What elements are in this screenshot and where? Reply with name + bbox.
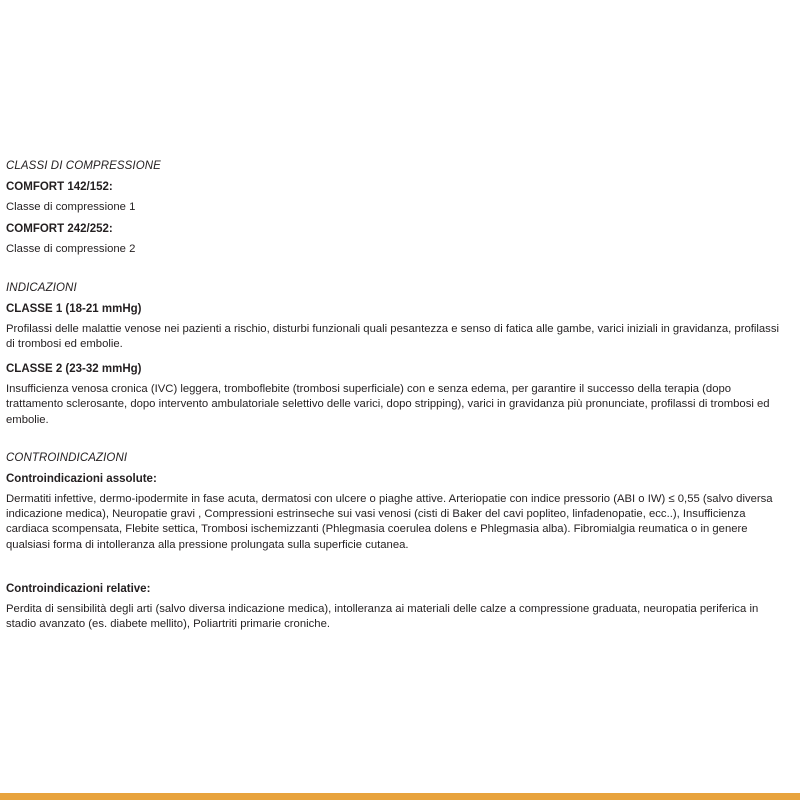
section-spacer [6,436,786,452]
subsection-heading: Controindicazioni relative: [6,582,151,595]
body-text: Perdita di sensibilità degli arti (salvo diversa indicazione medica), intolleranza ai materiali delle calze a compressione graduata, neuropatia periferica in stadio avanzato (es. diabete mellito), Poliartriti primarie croniche. [6,602,759,630]
body-text: Dermatiti infettive, dermo-ipodermite in fase acuta, dermatosi con ulcere o piaghe attive. Arteriopatie con indice pressorio (ABI o IW) ≤ 0,55 (salvo diversa indicazione medica), Neuropatie gravi , Compressioni estrinseche sui vasi venosi (cisti di Baker del cavi popliteo, linfadenopatie, ecc..), Insufficienza cardiaca scompensata, Flebite settica, Trombosi ischemizzanti (Phlegmasia coerulea dolens e Phlegmasia alba). Fibromialgia reumatica o in genere qualsiasi forma di intolleranza alla pressione prolungata sulla superficie cutanea. [6,492,773,551]
section-indicazioni [6,282,786,428]
document-content [6,160,786,640]
subsection-heading: CLASSE 2 (23-32 mmHg) [6,363,142,375]
section-classi-di-compressione [6,160,786,258]
paragraph-spacer [6,561,786,583]
subsection-heading: Controindicazioni assolute: [6,472,157,485]
body-text: Classe di compressione 1 [6,201,136,213]
body-text: Classe di compressione 2 [6,243,136,256]
section-controindicazioni [6,452,786,633]
body-text: Profilassi delle malattie venose nei pazienti a rischio, disturbi funzionali quali pesantezza e senso di fatica alle gambe, varici iniziali in gravidanza, profilassi di trombosi ed embolie. [6,322,779,350]
body-text: Insufficienza venosa cronica (IVC) leggera, tromboflebite (trombosi superficiale) con e senza edema, per garantire il successo della terapia (dopo trattamento sclerosante, dopo intervento ambulatoriale selettivo delle varici, dopo stripping), varici in gravidanza più pronunciate, profilassi di trombosi ed embolie. [6,383,770,426]
section-heading: INDICAZIONI [6,281,77,294]
section-spacer [6,266,786,282]
section-heading: CLASSI DI COMPRESSIONE [6,160,161,172]
accent-bottom-rule [0,793,800,800]
subsection-heading: COMFORT 142/152: [6,181,113,193]
subsection-heading: CLASSE 1 (18-21 mmHg) [6,302,142,315]
section-heading: CONTROINDICAZIONI [6,451,128,464]
subsection-heading: COMFORT 242/252: [6,223,113,236]
